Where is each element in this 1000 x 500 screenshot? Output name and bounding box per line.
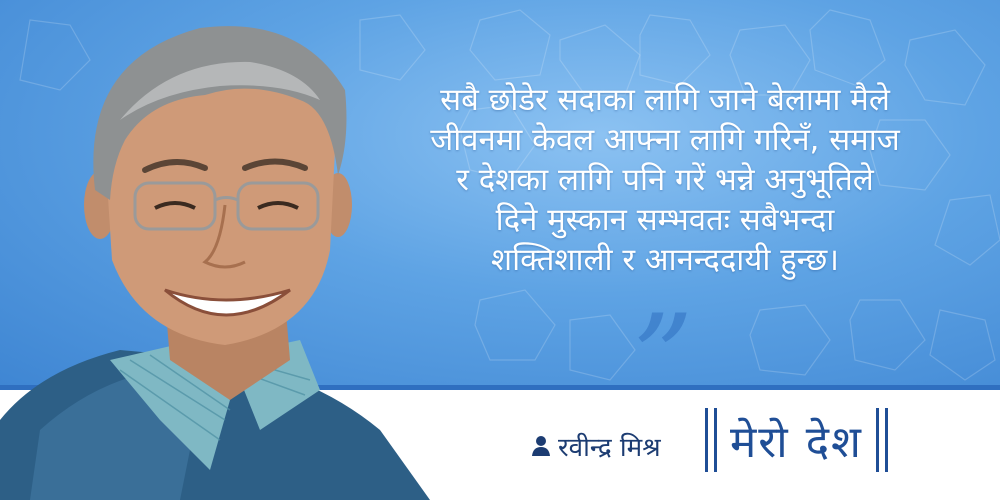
brand-bar-left — [705, 408, 708, 472]
quote-line: जीवनमा केवल आफ्ना लागि गरिनँ, समाज — [430, 122, 900, 158]
brand-bar-right-inner — [876, 408, 879, 472]
author-credit — [530, 428, 661, 464]
brand-logo — [702, 405, 891, 475]
author-name: रवीन्द्र मिश्र — [558, 433, 661, 463]
person-icon — [530, 435, 552, 457]
brand-title: मेरो देश — [730, 417, 863, 468]
quote-text — [350, 80, 980, 280]
quote-line: सबै छोडेर सदाका लागि जाने बेलामा मैले — [440, 82, 890, 118]
brand-bar-right — [885, 408, 888, 472]
brand-bar-left-inner — [714, 408, 717, 472]
quote-line: र देशका लागि पनि गरें भन्ने अनुभूतिले — [456, 162, 874, 198]
closing-quote-icon: ” — [632, 290, 694, 429]
quote-line: शक्तिशाली र आनन्ददायी हुन्छ। — [490, 242, 840, 278]
quote-line: दिने मुस्कान सम्भवतः सबैभन्दा — [495, 202, 835, 238]
